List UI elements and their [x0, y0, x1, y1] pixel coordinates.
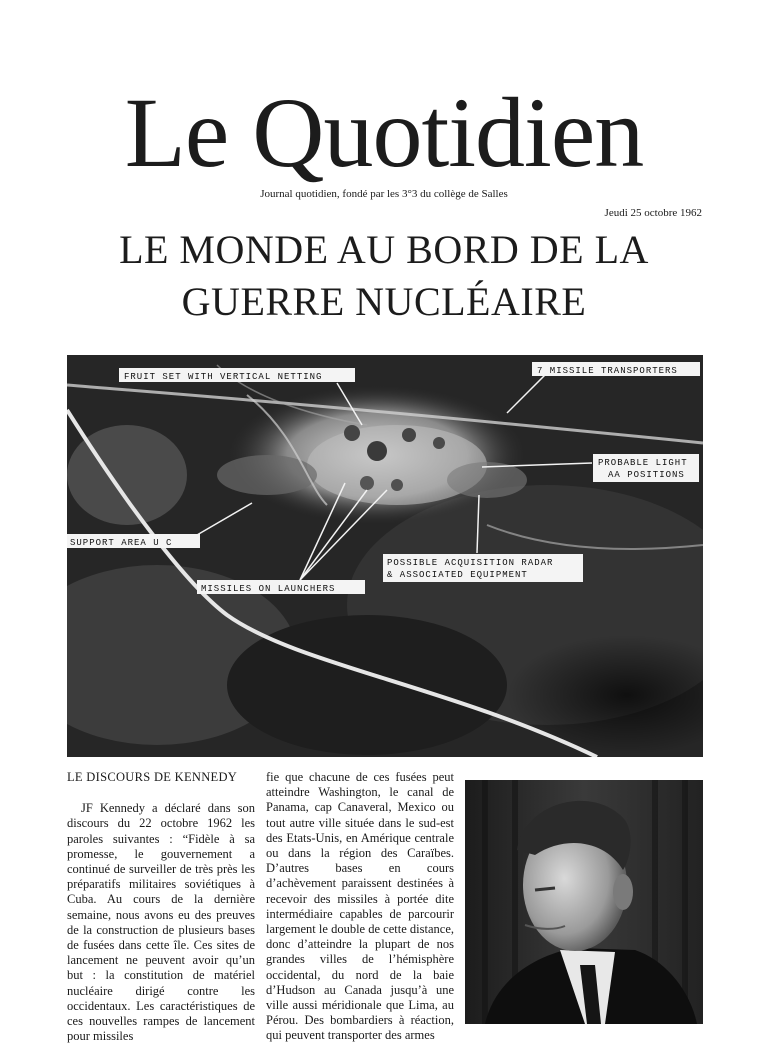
kennedy-portrait — [465, 780, 703, 1024]
aerial-photo-drawing — [67, 355, 703, 757]
callout-fruit-set: FRUIT SET WITH VERTICAL NETTING — [124, 372, 323, 382]
issue-date: Jeudi 25 octobre 1962 — [604, 207, 702, 219]
callout-aa-positions-line1: PROBABLE LIGHT — [598, 458, 688, 468]
callout-aa-positions-line2: AA POSITIONS — [608, 470, 685, 480]
callout-radar-line1: POSSIBLE ACQUISITION RADAR — [387, 558, 554, 568]
article-column-2 — [266, 770, 454, 1044]
callout-support-area: SUPPORT AREA U C — [70, 538, 173, 548]
aerial-reconnaissance-photo — [67, 355, 703, 757]
callout-radar-line2: & ASSOCIATED EQUIPMENT — [387, 570, 528, 580]
article-column-1 — [67, 770, 255, 1044]
article-text-1: JF Kennedy a déclaré dans son discours du 22 octobre 1962 les paroles suivantes : “Fidèle à sa promesse, le gouvernement a continué de surveiller de très près les préparatifs militaires soviétiques à Cuba. Au cours de la dernière semaine, nous avons eu des preuves de la construction de plusieurs bases de fusées dans cette île. Ces sites de lancement ne peuvent avoir qu’un but : la constitution de matériel nucléaire dirigé contre les occidentaux. Les caractéristiques de ces nouvelles rampes de lancement pour missiles — [67, 801, 255, 1044]
section-title: LE DISCOURS DE KENNEDY — [67, 770, 238, 784]
masthead-tagline: Journal quotidien, fondé par les 3°3 du collège de Salles — [260, 188, 508, 200]
callout-missile-transporters: 7 MISSILE TRANSPORTERS — [537, 366, 678, 376]
portrait-drawing — [465, 780, 703, 1024]
masthead-title: Le Quotidien — [124, 77, 644, 188]
callout-missiles-on-launchers: MISSILES ON LAUNCHERS — [201, 584, 336, 594]
main-headline: LE MONDE AU BORD DE LA GUERRE NUCLÉAIRE — [119, 227, 649, 324]
article-text-2: fie que chacune de ces fusées peut atteindre Washington, le canal de Panama, cap Canaveral, Mexico ou tout autre ville située dans le sud-est des Etats-Unis, en Amérique centrale ou dans la région des Caraïbes. D’autres bases en cours d’achèvement paraissent destinées à recevoir des missiles à portée dite intermédiaire capables de parcourir largement le double de cette distance, donc d’atteindre la plupart de nos grandes villes de l’hémisphère occidental, du nord de la baie d’Hudson au Canada jusqu’à une ville aussi méridionale que Lima, au Pérou. Des bombardiers à réaction, qui peuvent transporter des armes — [266, 770, 454, 1043]
